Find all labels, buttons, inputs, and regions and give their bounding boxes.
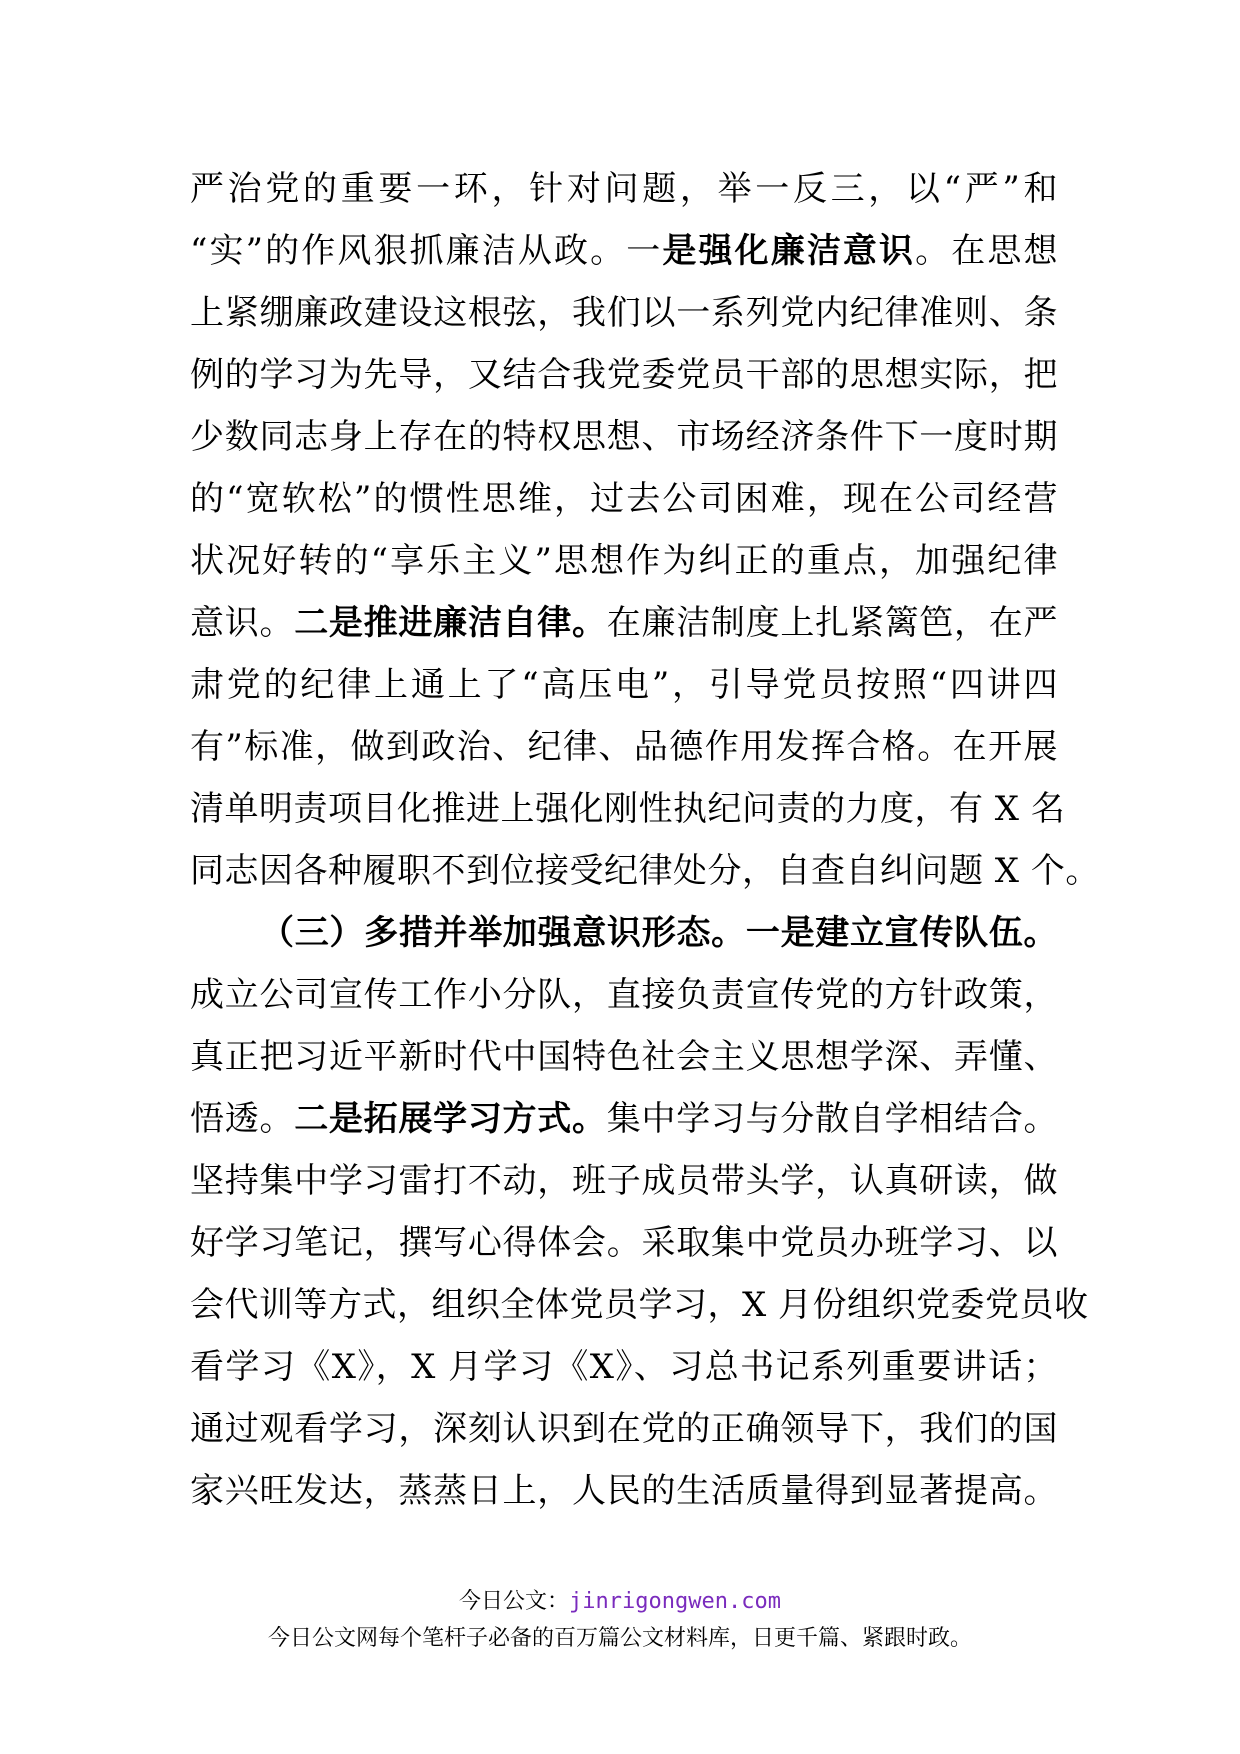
bold-phrase: 二是拓展学习方式。 xyxy=(294,1099,607,1139)
body-line xyxy=(190,158,1058,220)
body-line xyxy=(190,468,1058,530)
text-run: 通过观看学习，深刻认识到在党的正确领导下，我们的国 xyxy=(190,1409,1058,1449)
text-run: 集中学习与分散自学相结合。 xyxy=(606,1099,1058,1139)
body-line xyxy=(190,1026,1058,1088)
bold-phrase: （三）多措并举加强意识形态。一是建立宣传队伍。 xyxy=(260,913,1058,953)
body-line xyxy=(190,778,1066,840)
text-run: 悟透。 xyxy=(190,1099,295,1139)
body-line xyxy=(190,530,1058,592)
body-line xyxy=(190,1150,1058,1212)
text-run: “实”的作风狠抓廉洁从政。一 xyxy=(190,231,663,271)
body-line xyxy=(190,1336,1058,1398)
body-line xyxy=(190,220,1058,282)
body-line xyxy=(190,902,1058,964)
text-run: 同志因各种履职不到位接受纪律处分，自查自纠问题 X 个。 xyxy=(190,851,1100,891)
bold-phrase: 二是推进廉洁自律。 xyxy=(294,603,607,643)
text-run: 的“宽软松”的惯性思维，过去公司困难，现在公司经营 xyxy=(190,479,1058,519)
body-line xyxy=(190,592,1058,654)
body-line xyxy=(190,840,1100,902)
text-run: 坚持集中学习雷打不动，班子成员带头学，认真研读，做 xyxy=(190,1161,1058,1201)
body-text xyxy=(190,158,1100,1522)
body-line xyxy=(190,1274,1089,1336)
text-run: 清单明责项目化推进上强化刚性执纪问责的力度，有 X 名 xyxy=(190,789,1066,829)
text-run: 例的学习为先导，又结合我党委党员干部的思想实际，把 xyxy=(190,355,1058,395)
text-run: 肃党的纪律上通上了“高压电”，引导党员按照“四讲四 xyxy=(190,665,1058,705)
body-line xyxy=(190,716,1058,778)
text-run: 状况好转的“享乐主义”思想作为纠正的重点，加强纪律 xyxy=(190,541,1058,581)
footer-slogan: 今日公文网每个笔杆子必备的百万篇公文材料库，日更千篇、紧跟时政。 xyxy=(267,1626,972,1651)
footer-source xyxy=(0,1585,1240,1619)
body-line xyxy=(190,1212,1058,1274)
text-run: 成立公司宣传工作小分队，直接负责宣传党的方针政策， xyxy=(190,975,1058,1015)
body-line xyxy=(190,1398,1058,1460)
footer-site-link[interactable]: jinrigongwen.com xyxy=(569,1589,781,1614)
footer-label: 今日公文： xyxy=(459,1589,570,1614)
text-run: 看学习《X》，X 月学习《X》、习总书记系列重要讲话； xyxy=(190,1347,1058,1387)
text-run: 严治党的重要一环，针对问题，举一反三，以“严”和 xyxy=(190,169,1058,209)
body-line xyxy=(190,282,1058,344)
text-run: 家兴旺发达，蒸蒸日上，人民的生活质量得到显著提高。 xyxy=(190,1471,1058,1511)
text-run: 。在思想 xyxy=(915,231,1059,271)
body-line xyxy=(190,654,1058,716)
text-run: 会代训等方式，组织全体党员学习，X 月份组织党委党员收 xyxy=(190,1285,1089,1325)
body-line xyxy=(190,344,1058,406)
text-run: 有”标准，做到政治、纪律、品德作用发挥合格。在开展 xyxy=(190,727,1058,767)
text-run: 少数同志身上存在的特权思想、市场经济条件下一度时期 xyxy=(190,417,1058,457)
body-line xyxy=(190,964,1058,1026)
text-run: 意识。 xyxy=(190,603,295,643)
text-run: 好学习笔记，撰写心得体会。采取集中党员办班学习、以 xyxy=(190,1223,1058,1263)
text-run: 上紧绷廉政建设这根弦，我们以一系列党内纪律准则、条 xyxy=(190,293,1058,333)
bold-phrase: 是强化廉洁意识 xyxy=(662,231,916,271)
body-line xyxy=(190,1088,1058,1150)
text-run: 真正把习近平新时代中国特色社会主义思想学深、弄懂、 xyxy=(190,1037,1058,1077)
body-line xyxy=(190,406,1058,468)
body-line xyxy=(190,1460,1058,1522)
text-run: 在廉洁制度上扎紧篱笆，在严 xyxy=(606,603,1058,643)
